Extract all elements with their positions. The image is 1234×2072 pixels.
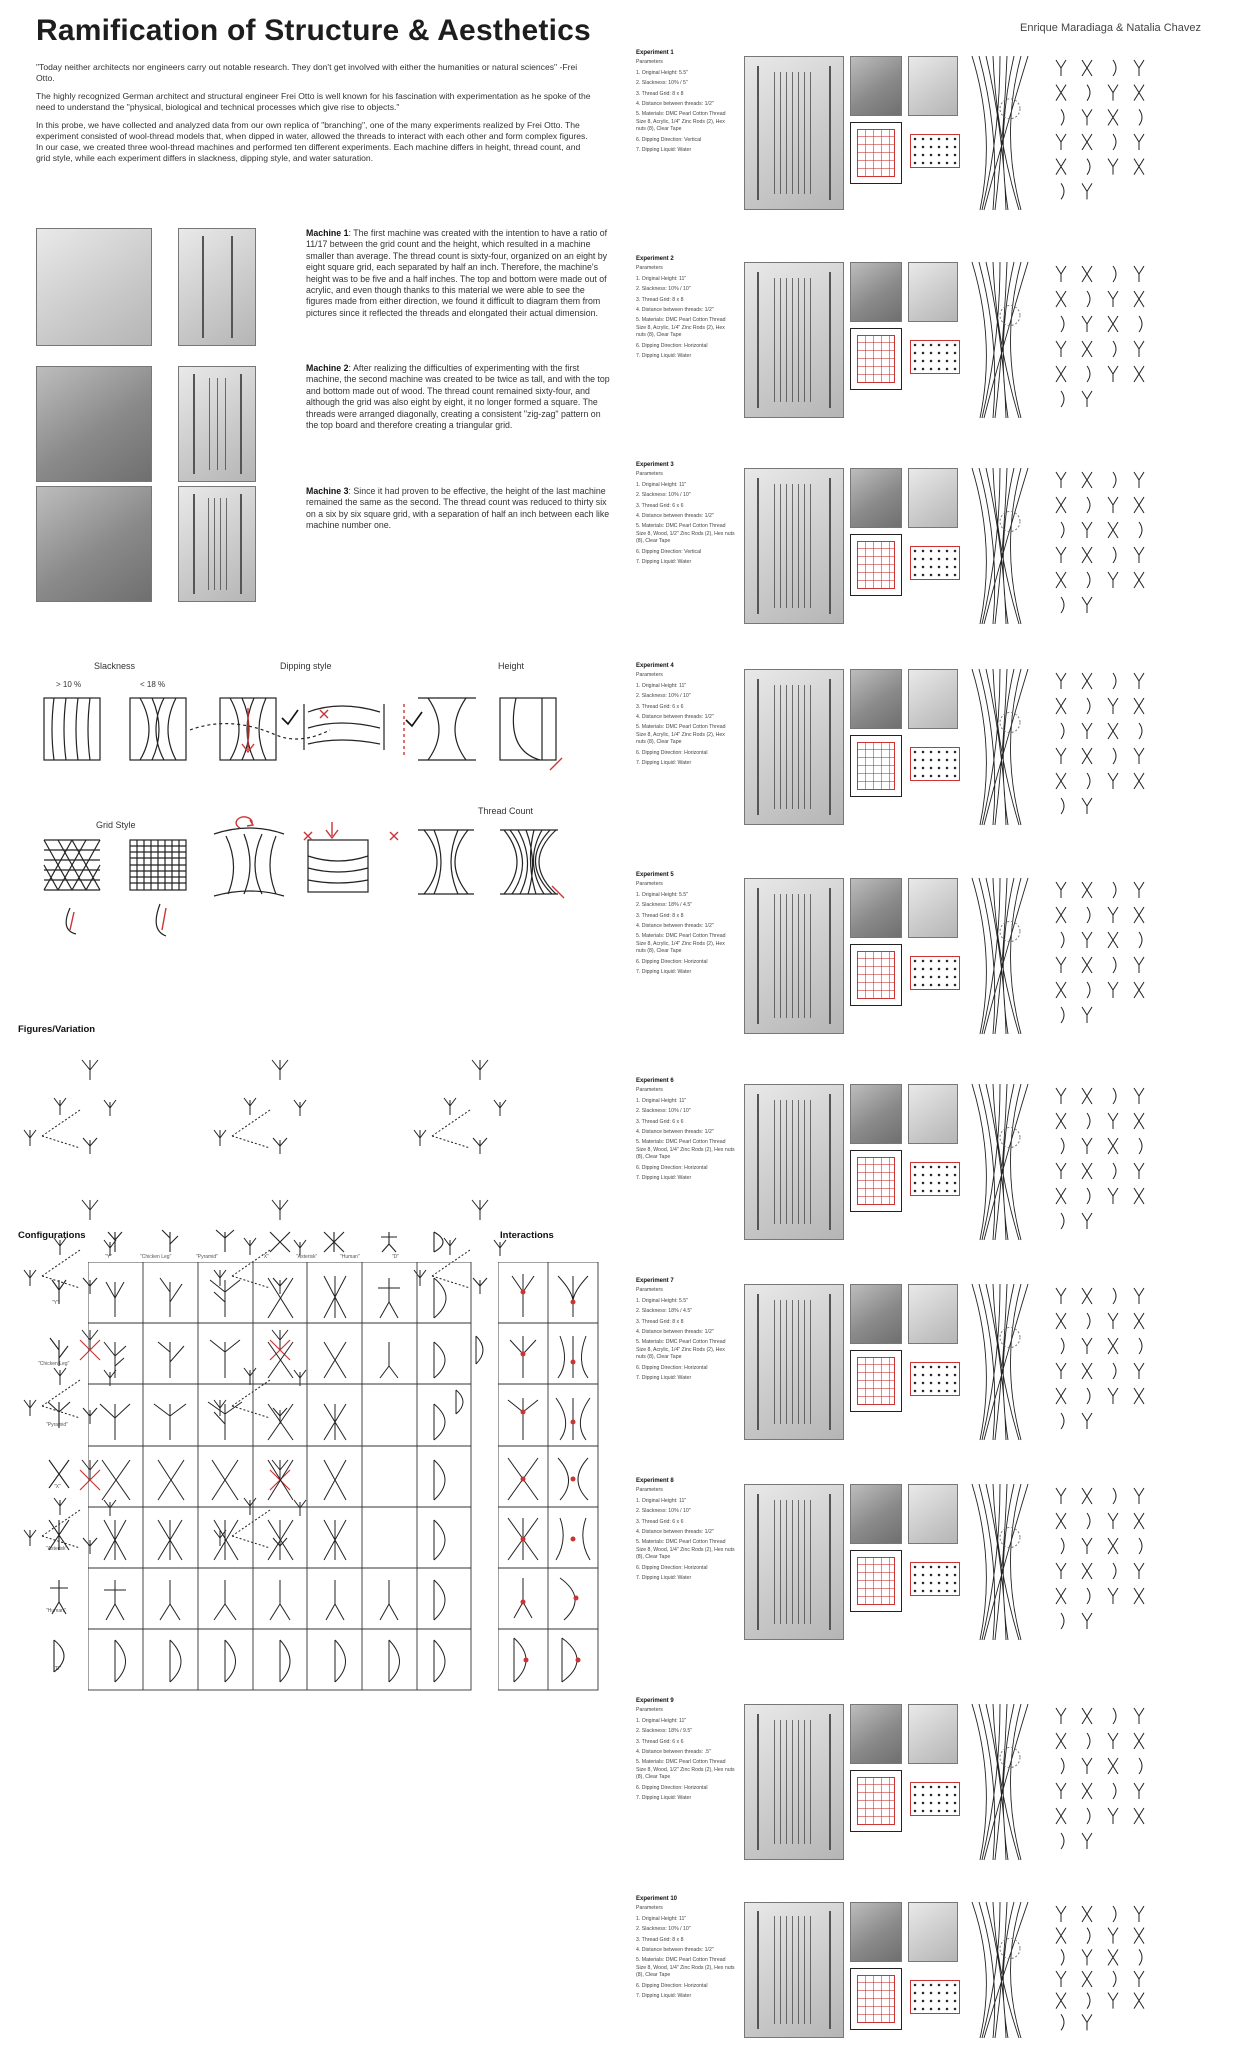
parameters-heading: Parameters: [636, 1905, 663, 1912]
experiment-parameters: [636, 1078, 736, 1185]
parameter-line: 5. Materials: DMC Pearl Cotton Thread Size 8, Acrylic, 1/4" Zinc Rods (2), Hex nuts (8), Clear Tape: [636, 317, 726, 339]
parameter-line: 2. Slackness: 18% / 9.5": [636, 1728, 693, 1735]
label-grid-style: Grid Style: [96, 820, 136, 830]
machine-3-top-photo: [36, 486, 152, 602]
parameter-line: 2. Slackness: 10% / 10": [636, 1508, 691, 1515]
parameter-line: 4. Distance between threads: 1/2": [636, 1129, 714, 1136]
label-slack-high: < 18 %: [140, 680, 166, 689]
experiment-cluster-shape: [910, 546, 960, 580]
parameter-line: 3. Thread Grid: 8 x 8: [636, 912, 684, 919]
parameter-line: 2. Slackness: 10% / 10": [636, 693, 691, 700]
experiment-parameters: [636, 462, 736, 569]
experiment-block: [636, 663, 1226, 833]
configuration-col-icons: [100, 1228, 480, 1254]
config-row-header: "Human": [46, 1608, 66, 1614]
experiment-block: [636, 462, 1226, 632]
parameter-line: 1. Original Height: 11": [636, 1717, 687, 1724]
parameter-line: 4. Distance between threads: 1/2": [636, 923, 714, 930]
parameter-line: 3. Thread Grid: 8 x 8: [636, 90, 684, 97]
interactions-heading: Interactions: [500, 1230, 554, 1241]
parameter-line: 2. Slackness: 10% / 10": [636, 492, 691, 499]
experiment-parameters: [636, 256, 736, 363]
technique-diagrams: [30, 690, 620, 940]
experiment-grid-diagram: [850, 1968, 902, 2030]
parameter-line: 5. Materials: DMC Pearl Cotton Thread Size 8, Wood, 1/4" Zinc Rods (2), Hex nuts (8), Clear Tape: [636, 1139, 735, 1161]
experiment-cluster-shape: [910, 1162, 960, 1196]
experiment-title: Experiment 2: [636, 256, 674, 262]
config-col-header: "X": [262, 1254, 269, 1260]
label-thread-count: Thread Count: [478, 806, 534, 816]
experiment-detail-photo: [908, 1704, 958, 1764]
parameter-line: 6. Dipping Direction: Horizontal: [636, 1784, 708, 1791]
experiment-detail-photo: [908, 1902, 958, 1962]
parameters-heading: Parameters: [636, 1287, 663, 1294]
intro-paragraph: The highly recognized German architect and structural engineer Frei Otto is well known for his fascination with experimentation as he spoke of the need to understand the "physical, biological and technical processes which give rise to objects.": [36, 91, 591, 112]
experiment-grid-diagram: [850, 122, 902, 184]
experiment-block: [636, 1698, 1226, 1868]
experiment-drawing: [966, 872, 1226, 1042]
parameter-line: 4. Distance between threads: 1/2": [636, 513, 714, 520]
experiment-top-view-photo: [850, 468, 902, 528]
experiment-title: Experiment 1: [636, 50, 674, 56]
parameter-line: 7. Dipping Liquid: Water: [636, 760, 692, 767]
experiment-detail-photo: [908, 56, 958, 116]
intro-paragraph: In our case, we created three wool-thread machines and performed ten different experiments. Each machine differs in height, thread count, and grid style, while each experiment differs in slackness, dipping style, and water saturation.: [36, 142, 581, 163]
experiment-block: [636, 872, 1226, 1042]
experiment-cluster-shape: [910, 747, 960, 781]
experiment-top-view-photo: [850, 669, 902, 729]
experiment-drawing: [966, 256, 1226, 426]
parameter-line: 6. Dipping Direction: Horizontal: [636, 1364, 708, 1371]
experiment-block: [636, 50, 1226, 218]
parameters-heading: Parameters: [636, 471, 663, 478]
interactions-grid: [498, 1262, 600, 1692]
experiment-drawing: [966, 1698, 1226, 1868]
experiment-top-view-photo: [850, 1902, 902, 1962]
label-height: Height: [498, 661, 525, 671]
label-slackness: Slackness: [94, 661, 136, 671]
label-slack-low: > 10 %: [56, 680, 82, 689]
parameter-line: 6. Dipping Direction: Horizontal: [636, 749, 708, 756]
experiment-title: Experiment 10: [636, 1896, 678, 1902]
machine-1-heading: Machine 1: [306, 228, 349, 238]
parameters-heading: Parameters: [636, 1487, 663, 1494]
parameters-heading: Parameters: [636, 265, 663, 272]
experiment-parameters: [636, 50, 736, 157]
parameter-line: 1. Original Height: 5.5": [636, 891, 689, 898]
parameter-line: 2. Slackness: 10% / 5": [636, 80, 688, 87]
parameter-line: 1. Original Height: 11": [636, 1497, 687, 1504]
experiment-parameters: [636, 1698, 736, 1805]
experiment-top-view-photo: [850, 878, 902, 938]
parameter-line: 4. Distance between threads: 1/2": [636, 714, 714, 721]
config-col-header: "Chicken Leg": [140, 1254, 172, 1260]
experiment-photo: [744, 1902, 844, 2038]
machine-2-side-photo: [178, 366, 256, 482]
experiment-grid-diagram: [850, 1550, 902, 1612]
parameter-line: 1. Original Height: 11": [636, 1097, 687, 1104]
parameter-line: 7. Dipping Liquid: Water: [636, 1375, 692, 1382]
parameter-line: 5. Materials: DMC Pearl Cotton Thread Size 8, Wood, 1/4" Zinc Rods (2), Hex nuts (8), Clear Tape: [636, 1539, 735, 1561]
parameter-line: 3. Thread Grid: 6 x 6: [636, 1738, 684, 1745]
experiment-photo: [744, 1084, 844, 1240]
experiment-parameters: [636, 872, 736, 979]
experiment-detail-photo: [908, 1284, 958, 1344]
parameter-line: 6. Dipping Direction: Vertical: [636, 136, 702, 143]
parameter-line: 7. Dipping Liquid: Water: [636, 1575, 692, 1582]
experiment-title: Experiment 9: [636, 1698, 674, 1704]
machine-1-text: : The first machine was created with the intention to have a ratio of 11/17 between the grid count and the height, which resulted in a machine smaller than average. The thread count is sixty-four, organized on an eight by eight square grid, each separated by half an inch. Therefore, the machine's height was to be five and a half inches. The top and bottom were made out of acrylic, and even though thanks to this material we were able to see the figures made from either direction, we found it difficult to diagram them from pictures since it reflected the threads and elongated their actual dimension.: [306, 228, 608, 318]
machine-3-side-photo: [178, 486, 256, 602]
experiment-top-view-photo: [850, 1484, 902, 1544]
parameter-line: 7. Dipping Liquid: Water: [636, 969, 692, 976]
experiment-block: [636, 256, 1226, 426]
parameter-line: 5. Materials: DMC Pearl Cotton Thread Size 8, Wood, 1/2" Zinc Rods (2), Hex nuts (8), Clear Tape: [636, 523, 735, 545]
experiment-grid-diagram: [850, 1350, 902, 1412]
experiment-top-view-photo: [850, 1704, 902, 1764]
experiment-drawing: [966, 462, 1226, 632]
parameter-line: 2. Slackness: 18% / 4.5": [636, 1308, 693, 1315]
experiment-drawing: [966, 1478, 1226, 1648]
machine-1-description: [306, 228, 611, 319]
parameter-line: 3. Thread Grid: 8 x 8: [636, 296, 684, 303]
config-row-header: "D": [54, 1666, 62, 1672]
parameter-line: 6. Dipping Direction: Horizontal: [636, 1164, 708, 1171]
experiment-block: [636, 1078, 1226, 1248]
parameter-line: 5. Materials: DMC Pearl Cotton Thread Size 8, Acrylic, 1/4" Zinc Rods (2), Hex nuts (8), Clear Tape: [636, 933, 726, 955]
experiment-title: Experiment 5: [636, 872, 674, 878]
config-col-header: "Y": [105, 1254, 112, 1260]
parameter-line: 3. Thread Grid: 6 x 6: [636, 1518, 684, 1525]
parameter-line: 4. Distance between threads: .5": [636, 1749, 711, 1756]
parameters-heading: Parameters: [636, 1087, 663, 1094]
intro-quote: "Today neither architects nor engineers carry out notable research. They don't get involved with either the humanities or natural sciences" -Frei Otto.: [36, 62, 578, 83]
machine-2-heading: Machine 2: [306, 363, 349, 373]
config-col-header: "Asterisk": [296, 1254, 318, 1260]
config-col-header: "Human": [340, 1254, 360, 1260]
configurations-heading: Configurations: [18, 1230, 86, 1241]
parameter-line: 2. Slackness: 18% / 4.5": [636, 902, 693, 909]
parameter-line: 1. Original Height: 11": [636, 275, 687, 282]
experiment-grid-diagram: [850, 1150, 902, 1212]
experiment-block: [636, 1478, 1226, 1648]
experiment-photo: [744, 468, 844, 624]
parameter-line: 1. Original Height: 11": [636, 682, 687, 689]
machine-3-description: [306, 486, 611, 532]
parameter-line: 6. Dipping Direction: Horizontal: [636, 958, 708, 965]
experiment-photo: [744, 1704, 844, 1860]
parameter-line: 1. Original Height: 11": [636, 1915, 687, 1922]
parameter-line: 5. Materials: DMC Pearl Cotton Thread Size 8, Acrylic, 1/4" Zinc Rods (2), Hex nuts (8), Clear Tape: [636, 724, 726, 746]
parameter-line: 7. Dipping Liquid: Water: [636, 353, 692, 360]
parameter-line: 1. Original Height: 11": [636, 481, 687, 488]
parameter-line: 5. Materials: DMC Pearl Cotton Thread Size 8, Acrylic, 1/4" Zinc Rods (2), Hex nuts (8), Clear Tape: [636, 111, 726, 133]
parameter-line: 1. Original Height: 5.5": [636, 1297, 689, 1304]
machine-3-text: : Since it had proven to be effective, the height of the last machine remained the same as the second. The thread count was reduced to thirty six on a six by six square grid, with a separation of half an inch between each like machine number one.: [306, 486, 610, 531]
parameter-line: 3. Thread Grid: 6 x 6: [636, 703, 684, 710]
experiment-top-view-photo: [850, 56, 902, 116]
experiment-parameters: [636, 1478, 736, 1585]
parameter-line: 4. Distance between threads: 1/2": [636, 1947, 714, 1954]
parameter-line: 5. Materials: DMC Pearl Cotton Thread Size 8, Wood, 1/4" Zinc Rods (2), Hex nuts (8), Clear Tape: [636, 1957, 735, 1979]
machine-2-text: : After realizing the difficulties of experimenting with the first machine, the second machine was created to be twice as tall, and with the top and bottom made out of wood. The thread count remained sixty-four, and although the grid was also eight by eight, it no longer formed a square. The threads were arranged diagonally, creating a consistent "zig-zag" pattern on the top board and therefore creating a triangular grid.: [306, 363, 610, 431]
config-col-header: "Pyramid": [196, 1254, 218, 1260]
parameter-line: 7. Dipping Liquid: Water: [636, 1993, 692, 2000]
experiment-block: [636, 1896, 1226, 2046]
experiment-photo: [744, 1484, 844, 1640]
experiment-cluster-shape: [910, 1980, 960, 2014]
experiment-drawing: [966, 663, 1226, 833]
experiment-photo: [744, 669, 844, 825]
experiment-detail-photo: [908, 1084, 958, 1144]
parameter-line: 4. Distance between threads: 1/2": [636, 307, 714, 314]
experiment-grid-diagram: [850, 944, 902, 1006]
parameter-line: 6. Dipping Direction: Horizontal: [636, 342, 708, 349]
parameter-line: 2. Slackness: 10% / 10": [636, 1926, 691, 1933]
experiment-detail-photo: [908, 669, 958, 729]
parameters-heading: Parameters: [636, 1707, 663, 1714]
label-dipping: Dipping style: [280, 661, 332, 671]
machine-2-description: [306, 363, 611, 431]
parameter-line: 7. Dipping Liquid: Water: [636, 559, 692, 566]
parameter-line: 3. Thread Grid: 8 x 8: [636, 1318, 684, 1325]
intro-paragraph: In this probe, we have collected and analyzed data from our own replica of "branching", one of the many experiments realized by Frei Otto. The experiment consisted of wool-thread models that, when dipped in water, allowed the threads to interact with each other and form complex figures.: [36, 120, 588, 141]
experiment-cluster-shape: [910, 1562, 960, 1596]
parameter-line: 5. Materials: DMC Pearl Cotton Thread Size 8, Wood, 1/2" Zinc Rods (2), Hex nuts (8), Clear Tape: [636, 1759, 735, 1781]
configurations-grid: [88, 1262, 473, 1692]
experiment-grid-diagram: [850, 534, 902, 596]
parameter-line: 6. Dipping Direction: Vertical: [636, 548, 702, 555]
machine-3-heading: Machine 3: [306, 486, 349, 496]
experiment-block: [636, 1278, 1226, 1448]
experiment-detail-photo: [908, 878, 958, 938]
parameter-line: 2. Slackness: 10% / 10": [636, 286, 691, 293]
config-row-header: "Chicken Leg": [38, 1361, 70, 1367]
experiment-top-view-photo: [850, 262, 902, 322]
experiment-cluster-shape: [910, 1362, 960, 1396]
experiment-grid-diagram: [850, 1770, 902, 1832]
machine-2-top-photo: [36, 366, 152, 482]
page-title: Ramification of Structure & Aesthetics: [36, 14, 591, 47]
parameters-heading: Parameters: [636, 881, 663, 888]
config-row-header: "Y": [52, 1300, 59, 1306]
authors: Enrique Maradiaga & Natalia Chavez: [1020, 22, 1201, 34]
config-row-header: "Asterisk": [46, 1546, 68, 1552]
experiment-photo: [744, 1284, 844, 1440]
experiment-grid-diagram: [850, 735, 902, 797]
parameter-line: 3. Thread Grid: 8 x 8: [636, 1936, 684, 1943]
experiment-cluster-shape: [910, 1782, 960, 1816]
config-col-header: "D": [392, 1254, 400, 1260]
parameter-line: 7. Dipping Liquid: Water: [636, 1175, 692, 1182]
parameter-line: 3. Thread Grid: 6 x 6: [636, 502, 684, 509]
experiment-title: Experiment 7: [636, 1278, 674, 1284]
parameter-line: 4. Distance between threads: 1/2": [636, 1529, 714, 1536]
machine-1-top-photo: [36, 228, 152, 346]
experiment-parameters: [636, 1896, 736, 2003]
experiment-cluster-shape: [910, 340, 960, 374]
parameters-heading: Parameters: [636, 672, 663, 679]
experiment-title: Experiment 3: [636, 462, 674, 468]
experiment-detail-photo: [908, 468, 958, 528]
config-row-header: "X": [54, 1484, 61, 1490]
experiment-drawing: [966, 1278, 1226, 1448]
experiment-photo: [744, 262, 844, 418]
intro-text: [36, 62, 596, 171]
experiment-title: Experiment 4: [636, 663, 674, 669]
experiment-detail-photo: [908, 262, 958, 322]
experiment-title: Experiment 6: [636, 1078, 674, 1084]
machine-1-side-photo: [178, 228, 256, 346]
figures-heading: Figures/Variation: [18, 1024, 96, 1035]
experiment-parameters: [636, 663, 736, 770]
configuration-row-icons: [44, 1262, 74, 1692]
parameter-line: 7. Dipping Liquid: Water: [636, 1795, 692, 1802]
parameter-line: 5. Materials: DMC Pearl Cotton Thread Size 8, Acrylic, 1/4" Zinc Rods (2), Hex nuts (8), Clear Tape: [636, 1339, 726, 1361]
experiment-top-view-photo: [850, 1084, 902, 1144]
experiment-parameters: [636, 1278, 736, 1385]
experiment-title: Experiment 8: [636, 1478, 674, 1484]
parameter-line: 1. Original Height: 5.5": [636, 69, 689, 76]
experiment-drawing: [966, 1078, 1226, 1248]
experiment-drawing: [966, 1896, 1226, 2046]
parameter-line: 7. Dipping Liquid: Water: [636, 147, 692, 154]
parameter-line: 6. Dipping Direction: Horizontal: [636, 1564, 708, 1571]
parameter-line: 6. Dipping Direction: Horizontal: [636, 1982, 708, 1989]
parameter-line: 4. Distance between threads: 1/2": [636, 1329, 714, 1336]
experiment-cluster-shape: [910, 956, 960, 990]
parameter-line: 3. Thread Grid: 6 x 6: [636, 1118, 684, 1125]
parameter-line: 2. Slackness: 10% / 10": [636, 1108, 691, 1115]
experiment-cluster-shape: [910, 134, 960, 168]
experiment-drawing: [966, 50, 1226, 218]
experiment-photo: [744, 56, 844, 210]
experiment-photo: [744, 878, 844, 1034]
config-row-header: "Pyramid": [46, 1422, 68, 1428]
experiment-top-view-photo: [850, 1284, 902, 1344]
experiment-detail-photo: [908, 1484, 958, 1544]
parameter-line: 4. Distance between threads: 1/2": [636, 101, 714, 108]
parameters-heading: Parameters: [636, 59, 663, 66]
experiment-grid-diagram: [850, 328, 902, 390]
